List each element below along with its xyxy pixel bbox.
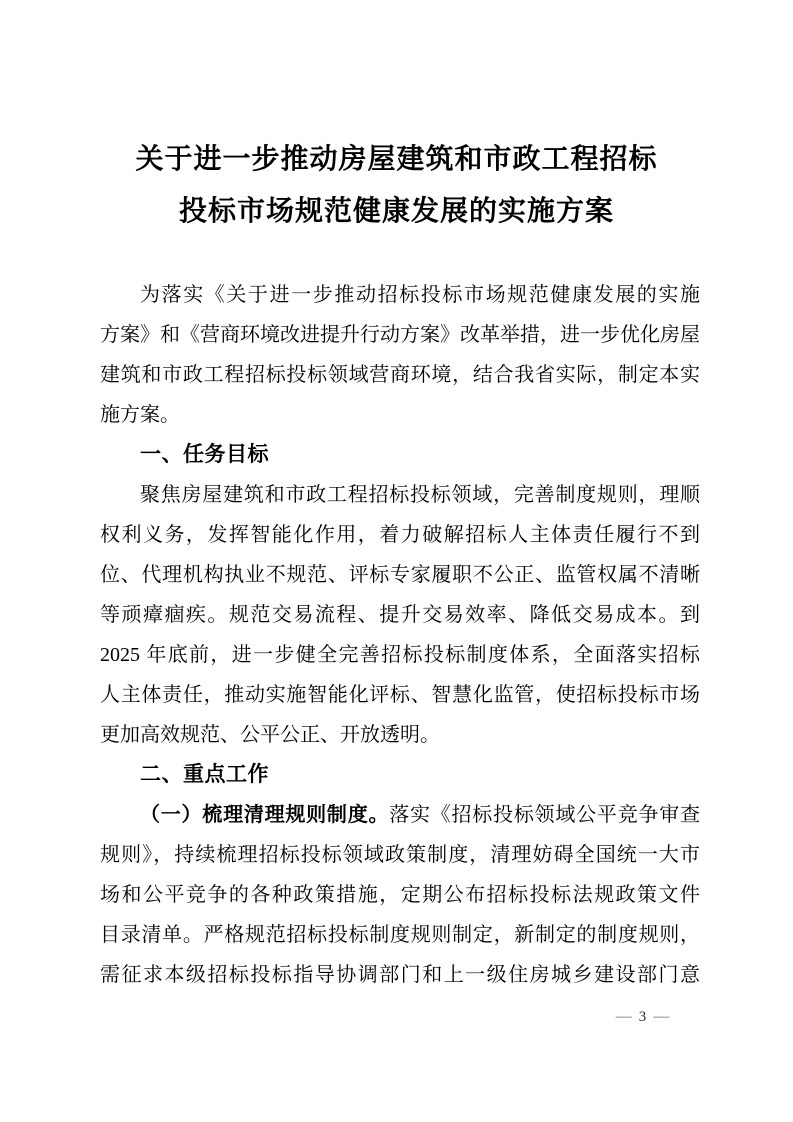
- page-number: [595, 1005, 690, 1029]
- paragraph-3-line-5: 需征求本级招标投标指导协调部门和上一级住房城乡建设部门意: [100, 964, 700, 986]
- paragraph-2-line-6: 人主体责任，推动实施智能化评标、智慧化监管，使招标投标市场: [100, 684, 700, 706]
- paragraph-2-line-3: 位、代理机构执业不规范、评标专家履职不公正、监管权属不清晰: [100, 564, 700, 586]
- paragraph-1-line-1: 为落实《关于进一步推动招标投标市场规范健康发展的实施: [140, 284, 700, 306]
- paragraph-2-line-2: 权利义务，发挥智能化作用，着力破解招标人主体责任履行不到: [100, 524, 700, 546]
- footer-dash-right: —: [653, 1008, 670, 1025]
- paragraph-2-line-5: 2025 年底前，进一步健全完善招标投标制度体系，全面落实招标: [100, 644, 700, 666]
- title-line-2: 投标市场规范健康发展的实施方案: [178, 196, 614, 227]
- paragraph-3-lead-rest: 落实《招标投标领域公平竞争审查: [389, 804, 701, 826]
- section-heading-2: 二、重点工作: [140, 763, 269, 786]
- footer-page-number: 3: [638, 1009, 647, 1025]
- paragraph-3-line-4: 目录清单。严格规范招标投标制度规则制定，新制定的制度规则，: [100, 924, 700, 946]
- paragraph-1-line-3: 建筑和市政工程招标投标领域营商环境，结合我省实际，制定本实: [100, 364, 700, 386]
- paragraph-3-line-3: 场和公平竞争的各种政策措施，定期公布招标投标法规政策文件: [100, 884, 700, 906]
- document-title: [0, 134, 793, 238]
- paragraph-2-line-4: 等顽瘴痼疾。规范交易流程、提升交易效率、降低交易成本。到: [100, 604, 700, 626]
- paragraph-3-line-1: [100, 795, 700, 835]
- document-body: [100, 275, 700, 995]
- section-heading-1: 一、任务目标: [140, 443, 269, 466]
- paragraph-3-lead: （一）梳理清理规则制度。: [140, 804, 390, 826]
- paragraph-2-line-7: 更加高效规范、公平公正、开放透明。: [100, 724, 440, 746]
- footer-dash-left: —: [615, 1008, 632, 1025]
- paragraph-1-line-2: 方案》和《营商环境改进提升行动方案》改革举措，进一步优化房屋: [100, 324, 700, 346]
- paragraph-3-line-2: 规则》，持续梳理招标投标领域政策制度，清理妨碍全国统一大市: [100, 844, 700, 866]
- paragraph-2-line-1: 聚焦房屋建筑和市政工程招标投标领域，完善制度规则，理顺: [140, 484, 700, 506]
- title-line-1: 关于进一步推动房屋建筑和市政工程招标: [135, 144, 658, 175]
- paragraph-1-line-4: 施方案。: [100, 404, 180, 426]
